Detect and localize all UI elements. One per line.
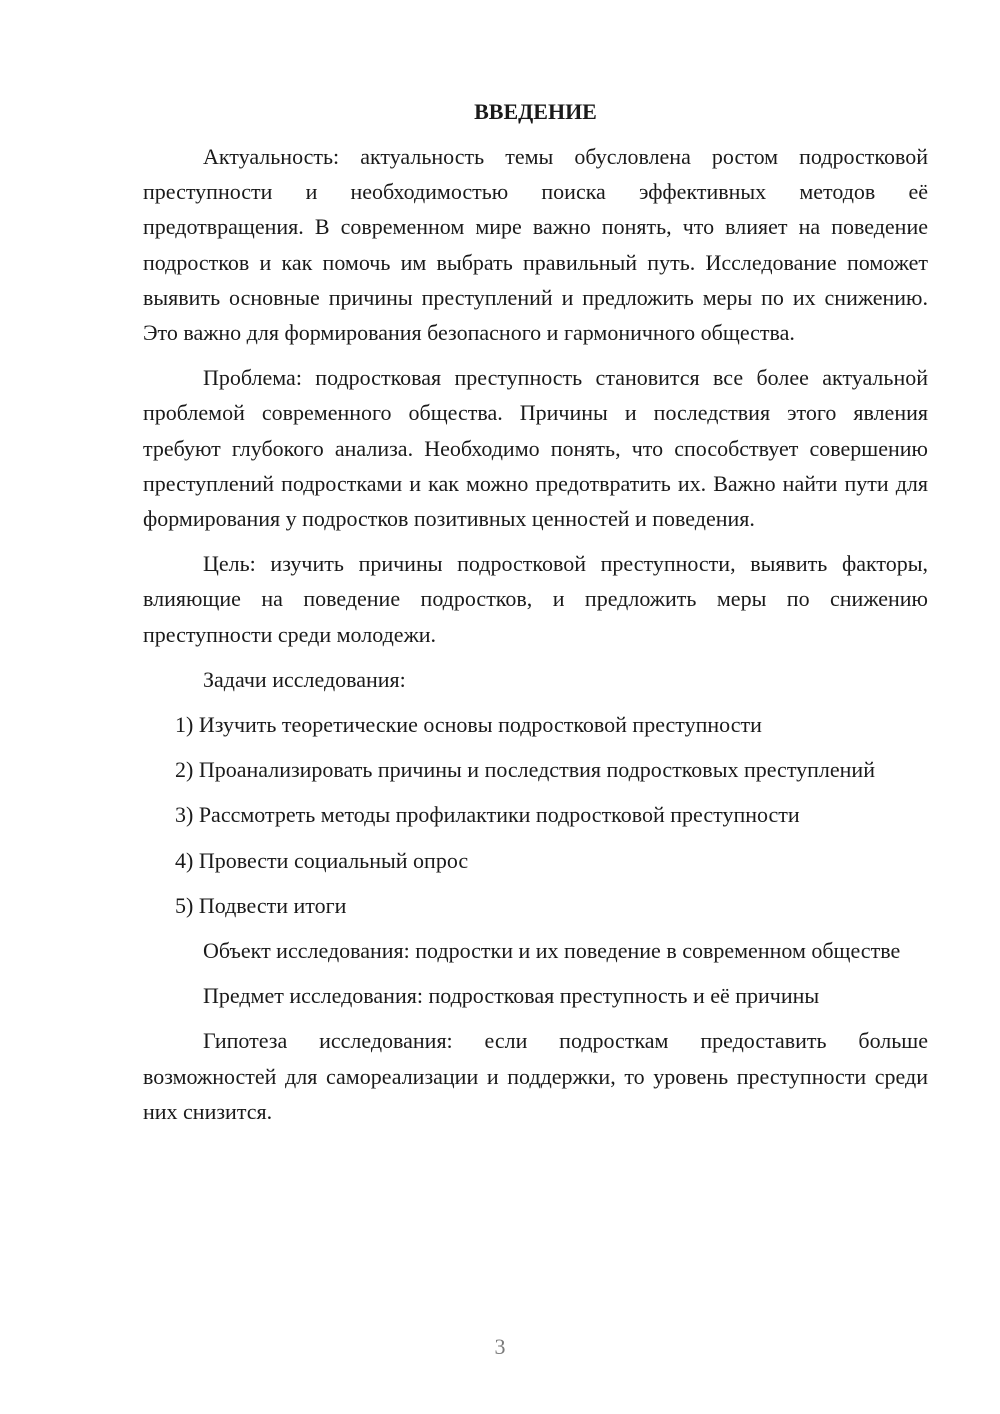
object-paragraph: Объект исследования: подростки и их поведение в современном обществе: [203, 938, 901, 964]
hypothesis-paragraph: Гипотеза исследования: если подросткам предоставить больше возможностей для самореализации и поддержки, то уровень преступности среди них снизится.: [143, 1028, 928, 1124]
task-item: 1) Изучить теоретические основы подростковой преступности: [175, 712, 762, 738]
tasks-heading: Задачи исследования:: [203, 666, 406, 692]
section-title: ВВЕДЕНИЕ: [474, 99, 597, 124]
subject-paragraph: Предмет исследования: подростковая преступность и её причины: [203, 983, 820, 1009]
task-item: 4) Провести социальный опрос: [175, 847, 469, 873]
task-item: 2) Проанализировать причины и последствия подростковых преступлений: [175, 757, 875, 783]
relevance-paragraph: Актуальность: актуальность темы обусловлена ростом подростковой преступности и необходимостью поиска эффективных методов её предотвращения. В современном мире важно понять, что влияет на поведение подростков и как помочь им выбрать правильный путь. Исследование поможет выявить основные причины преступлений и предложить меры по их снижению. Это важно для формирования безопасного и гармоничного общества.: [143, 144, 928, 346]
goal-paragraph: Цель: изучить причины подростковой преступности, выявить факторы, влияющие на поведение подростков, и предложить меры по снижению преступности среди молодежи.: [143, 551, 928, 647]
task-item: 3) Рассмотреть методы профилактики подростковой преступности: [175, 802, 800, 828]
document-page: [143, 94, 928, 1139]
task-item: 5) Подвести итоги: [175, 892, 347, 918]
page-number: 3: [494, 1334, 506, 1359]
problem-paragraph: Проблема: подростковая преступность становится все более актуальной проблемой современного общества. Причины и последствия этого явления требуют глубокого анализа. Необходимо понять, что способствует совершению преступлений подростками и как можно предотвратить их. Важно найти пути для формирования у подростков позитивных ценностей и поведения.: [143, 365, 928, 532]
